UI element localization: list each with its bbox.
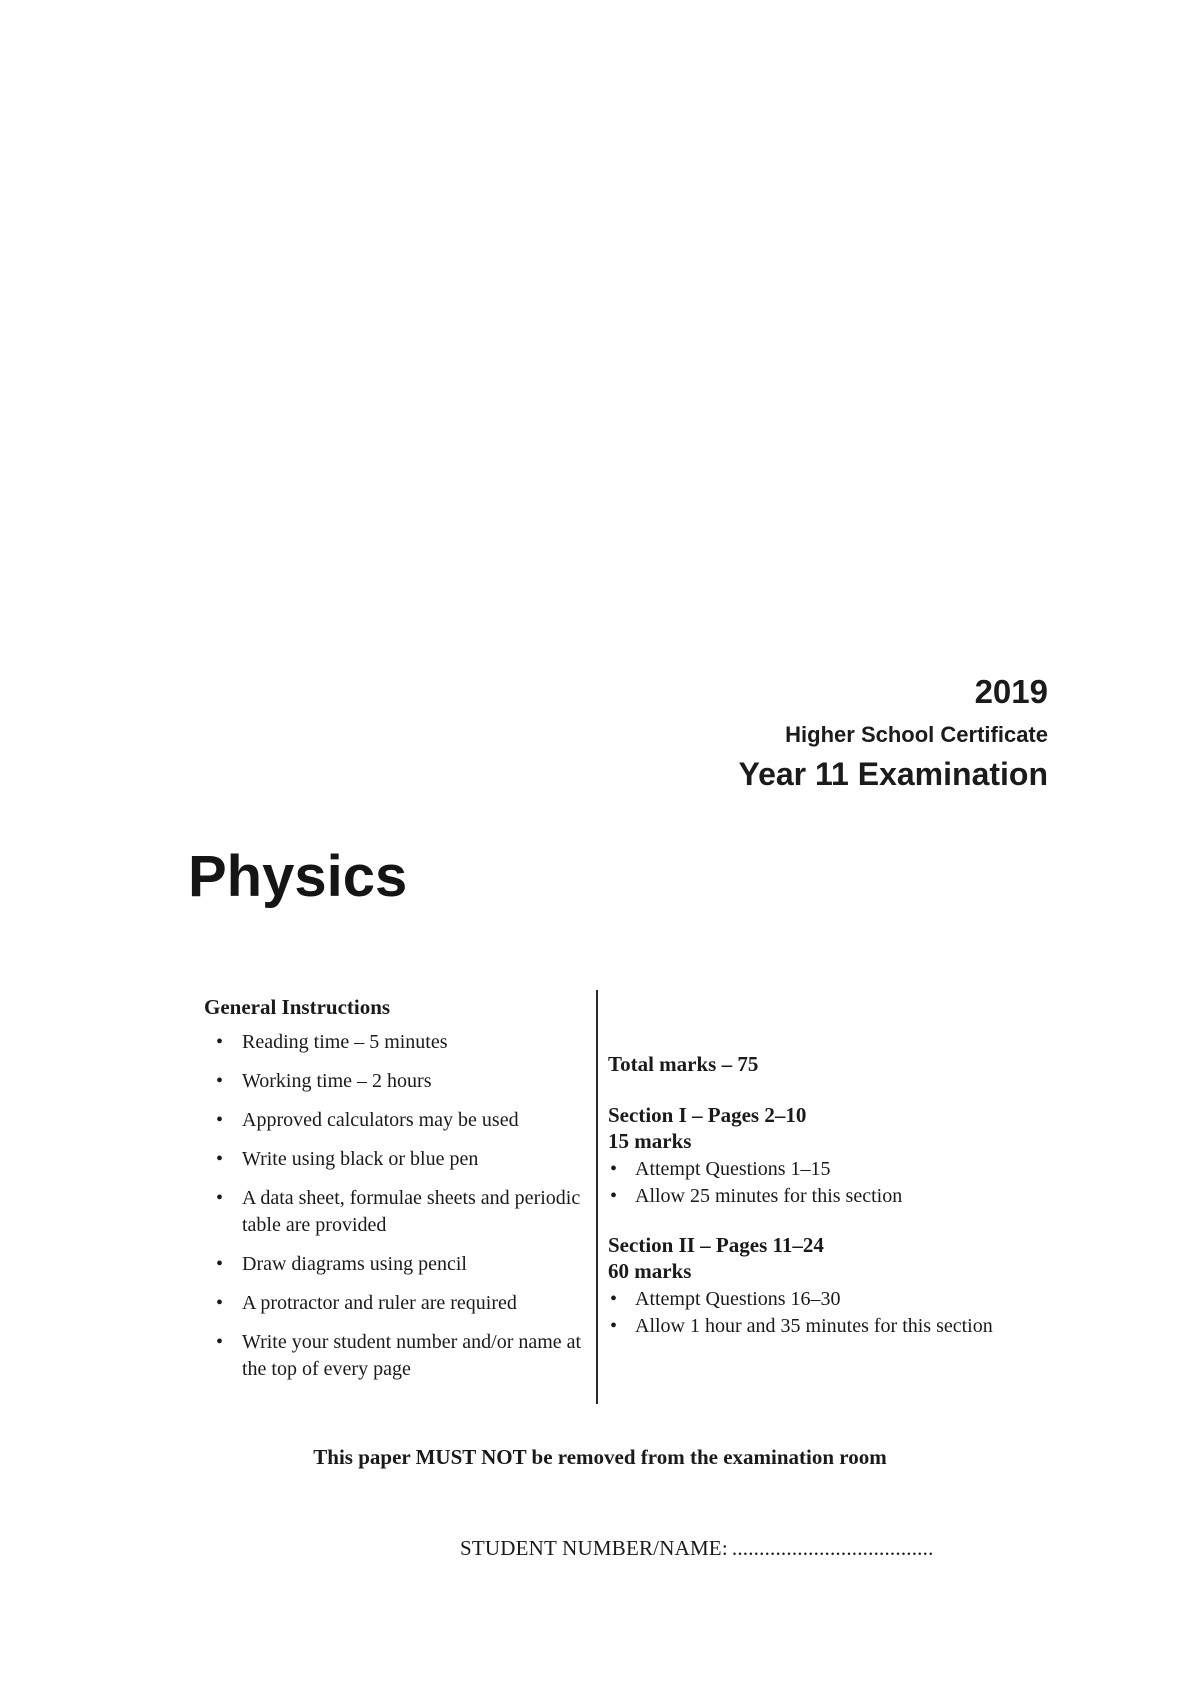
student-number-label: STUDENT NUMBER/NAME: bbox=[460, 1536, 728, 1560]
section-marks: 15 marks bbox=[608, 1129, 692, 1153]
instruction-item: • Draw diagrams using pencil bbox=[204, 1251, 584, 1278]
general-instructions bbox=[204, 993, 584, 1395]
subject-title: Physics bbox=[188, 844, 408, 909]
section-one bbox=[608, 1102, 1078, 1210]
instruction-item: • Write your student number and/or name at the top of every page bbox=[204, 1329, 584, 1383]
instruction-item: • Working time – 2 hours bbox=[204, 1068, 584, 1095]
section-instruction-item: • Attempt Questions 1–15 bbox=[608, 1156, 1078, 1183]
section-title: Section I – Pages 2–10 bbox=[608, 1103, 807, 1127]
marks-summary bbox=[608, 1050, 1078, 1362]
student-number-blank: ..................................... bbox=[731, 1536, 934, 1560]
exam-header bbox=[739, 672, 1049, 794]
section-instruction-item: • Allow 1 hour and 35 minutes for this section bbox=[608, 1313, 1078, 1340]
instruction-item: • Reading time – 5 minutes bbox=[204, 1029, 584, 1056]
total-marks: Total marks – 75 bbox=[608, 1052, 759, 1076]
section-instructions bbox=[608, 1286, 1078, 1340]
exam-year: 2019 bbox=[974, 673, 1048, 710]
column-divider bbox=[596, 990, 598, 1404]
section-title: Section II – Pages 11–24 bbox=[608, 1233, 824, 1257]
removal-warning: This paper MUST NOT be removed from the examination room bbox=[313, 1445, 887, 1469]
instruction-item: • A protractor and ruler are required bbox=[204, 1290, 584, 1317]
section-marks: 60 marks bbox=[608, 1259, 692, 1283]
student-number-field bbox=[460, 1534, 934, 1562]
section-instruction-item: • Attempt Questions 16–30 bbox=[608, 1286, 1078, 1313]
instruction-item: • A data sheet, formulae sheets and periodic table are provided bbox=[204, 1185, 584, 1239]
instruction-item: • Approved calculators may be used bbox=[204, 1107, 584, 1134]
instruction-item: • Write using black or blue pen bbox=[204, 1146, 584, 1173]
instructions-heading: General Instructions bbox=[204, 995, 391, 1019]
section-instructions bbox=[608, 1156, 1078, 1210]
instructions-list bbox=[204, 1029, 584, 1383]
certificate-name: Higher School Certificate bbox=[785, 722, 1048, 747]
exam-name: Year 11 Examination bbox=[738, 756, 1048, 792]
section-two bbox=[608, 1232, 1078, 1340]
section-instruction-item: • Allow 25 minutes for this section bbox=[608, 1183, 1078, 1210]
